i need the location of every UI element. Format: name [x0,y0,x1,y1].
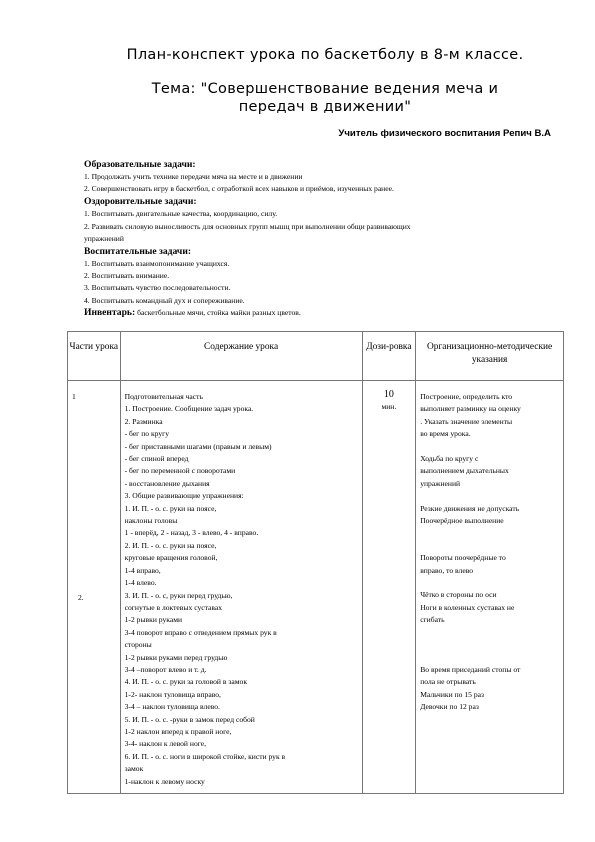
content-line: 1-4 влево. [124,578,157,588]
notes-spacer [420,527,559,539]
goal-item: 2. Совершенствовать игру в баскетбол, с отработкой всех навыков и приёмов, изученных ранее. [84,184,394,194]
cell-notes [416,381,564,794]
notes-line: Ходьба по кругу с [420,454,479,464]
table-row [68,381,564,794]
goal-item: 1. Воспитывать взаимопонимание учащихся. [84,259,230,269]
goal-item: 2. Воспитывать внимание. [84,271,170,281]
content-line: круговые вращения головой, [124,553,218,563]
teacher-name: Учитель физического воспитания Репич В.А [338,128,551,139]
part-number: 2. [78,593,84,602]
dosage-unit: мин. [381,402,397,412]
lesson-table [67,331,564,794]
notes-line: сгибать [420,615,445,625]
content-line: 1-2- наклон туловища вправо, [124,689,221,699]
notes-line: Мальчики по 15 раз [420,689,485,699]
content-line: 1-4 вправо, [124,565,161,575]
content-line: согнутые в локтевых суставах [124,602,223,612]
lesson-goals [84,158,534,319]
notes-spacer [420,627,559,639]
notes-line: Девочки по 12 раз [420,702,479,712]
upbr-goals-heading: Воспитательные задачи: [84,246,192,258]
content-line: 3-4 –поворот влево и т. д. [124,664,207,674]
content-line: - бег по кругу [124,429,170,439]
notes-spacer [420,490,559,502]
lesson-title: План-конспект урока по баскетболу в 8-м классе. [126,47,524,63]
notes-line: выполняет разминку на оценку [420,404,521,414]
content-line: 2. Разминка [124,416,163,426]
content-line: 4. И. П. - о. с. руки за головой в замок [124,677,248,687]
content-line: замок [124,764,144,774]
content-line: 3-4 поворот вправо с отведением прямых рук в [124,627,277,637]
content-line: 5. И. П. - о. с. -руки в замок перед собой [124,714,255,724]
notes-spacer [420,441,559,453]
notes-line: Повороты поочерёдные то [420,553,506,563]
content-line: 1. И. П. - о. с. руки на поясе, [124,503,217,513]
notes-spacer [420,639,559,651]
notes-spacer [420,651,559,663]
content-line: - бег приставными шагами (правым и левым) [124,441,272,451]
content-line: 1-2 рывки руками [124,615,183,625]
col-header-notes: Организационно-методические указания [416,332,564,381]
goal-item: 1. Воспитывать двигательные качества, координацию, силу. [84,209,278,219]
col-header-dosage: Дози-ровка [362,332,416,381]
notes-line: Во время приседаний стопы от [420,664,521,674]
goal-item: упражнений [84,233,124,243]
dosage-value: 10 [383,389,394,400]
content-line: 1. Построение. Сообщение задач урока. [124,404,254,414]
notes-line: Резкие движения не допускать [420,503,520,513]
content-line: - восстановление дыхания [124,478,210,488]
cell-content [120,381,362,794]
goal-item: 1. Продолжать учить технике передачи мяча на месте и в движении [84,172,303,181]
edu-goals-heading: Образовательные задачи: [84,159,196,170]
content-line: 3-4- наклон к левой ноге, [124,739,207,749]
notes-line: Построение, определить кто [420,392,513,401]
col-header-parts: Части урока [68,332,121,381]
notes-line: пола не отрывать [420,677,476,687]
inventory-text: баскетбольные мячи, стойка майки разных цветов. [135,307,301,317]
cell-dosage [362,381,416,794]
cell-part [68,381,121,794]
notes-spacer [420,540,559,552]
notes-line: вправо, то влево [420,565,474,575]
notes-line: Чётко в стороны по оси [420,590,497,600]
topic-line-2: передач в движении" [238,99,412,115]
notes-line: Ноги в коленных суставах не [420,602,515,612]
content-line: 1-2 рывки руками перед грудью [124,652,228,662]
notes-line: во время урока. [420,429,471,439]
content-line: 3. Общие развивающие упражнения: [124,491,244,501]
content-line: стороны [124,640,152,650]
content-line: 3-4 – наклон туловища влево. [124,702,220,712]
content-line: 3. И. П. - о. с, руки перед грудью, [124,590,233,600]
notes-line: выполнением дыхательных [420,466,509,476]
content-line: 6. И. П. - о. с. ноги в широкой стойке, кисти рук в [124,751,286,761]
content-line: 1 - вперёд, 2 - назад, 3 - влево, 4 - вправо. [124,528,259,538]
inventory-line [84,307,534,319]
notes-line: Поочерёдное выполнение [420,516,504,526]
content-line: - бег спиной вперед [124,454,189,464]
content-line: 2. И. П. - о. с. руки на поясе, [124,540,217,550]
part-number: 1 [72,392,76,401]
content-line: наклоны головы [124,516,178,526]
lesson-topic [60,80,590,116]
content-line: 1-2 наклон вперед к правой ноге, [124,726,232,736]
notes-line: . Указать значение элементы [420,416,513,426]
notes-line: упражнений [420,478,461,488]
content-line: 1-наклон к левому носку [124,776,205,786]
inventory-label: Инвентарь: [84,306,136,318]
health-goals-heading: Оздоровительные задачи: [84,196,197,208]
goal-item: 2. Развивать силовую выносливость для основных групп мышц при выполнении общи развивающих [84,221,411,231]
table-header-row [68,332,564,381]
content-line: Подготовительная часть [124,392,203,401]
content-line: - бег по переменной с поворотами [124,466,236,476]
topic-line-1: Тема: "Совершенствование ведения меча и [151,81,499,97]
col-header-content: Содержание урока [120,332,362,381]
goal-item: 3. Воспитывать чувство последовательности. [84,283,231,293]
notes-spacer [420,577,559,589]
goal-item: 4. Воспитывать командный дух и сопереживание. [84,295,245,305]
